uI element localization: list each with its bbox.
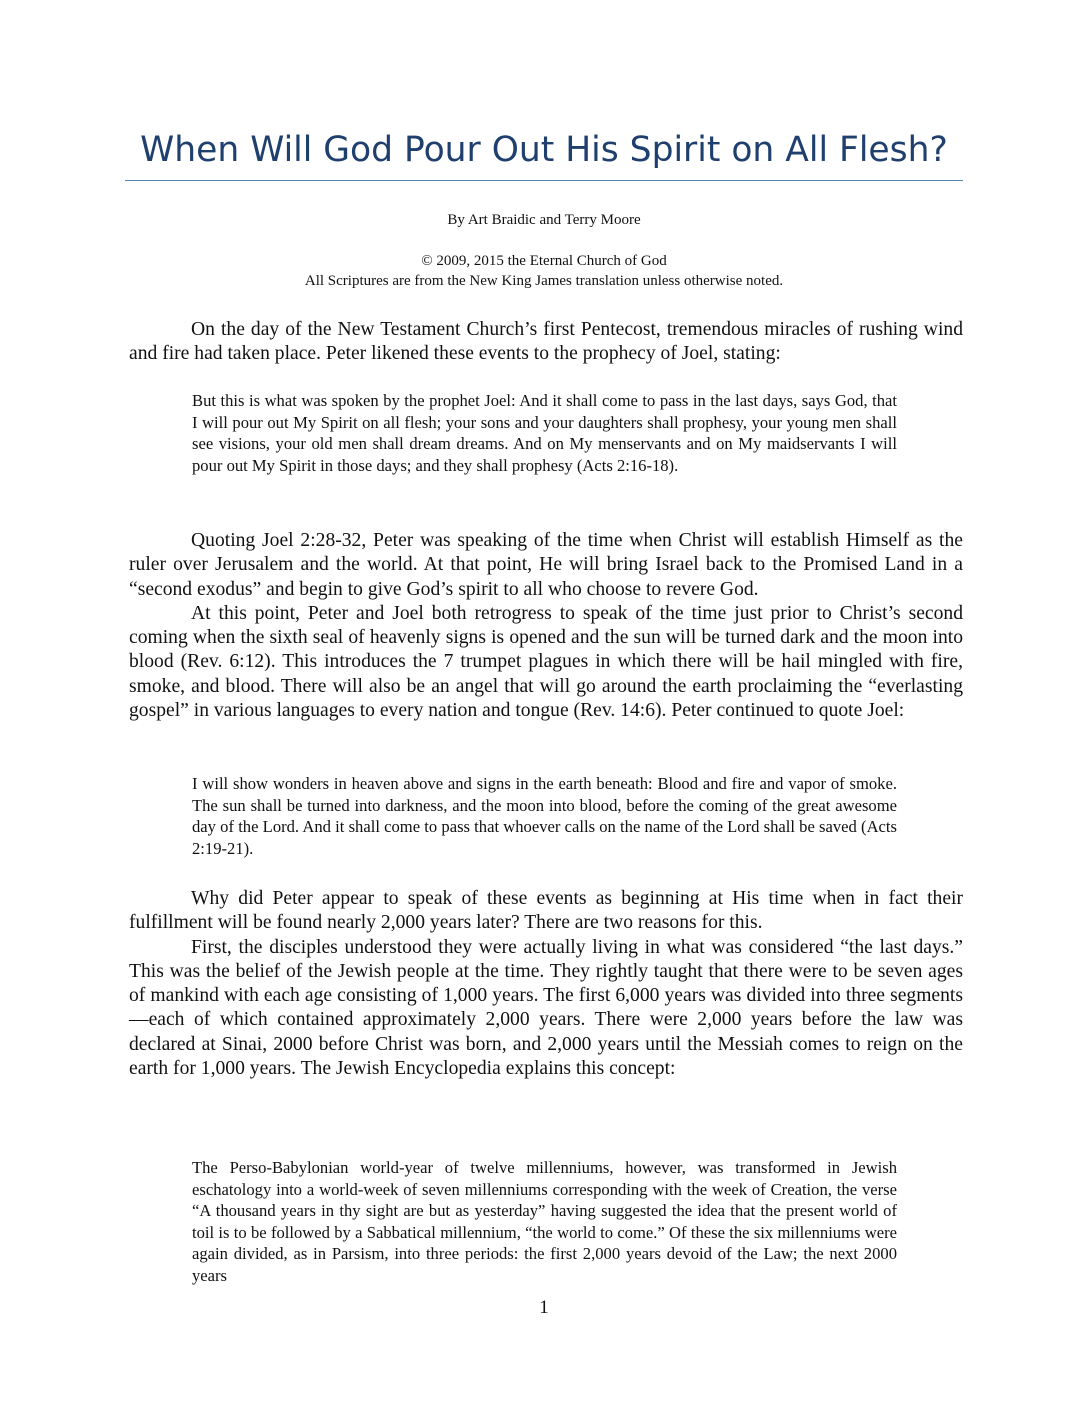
body-section-2 — [129, 529, 963, 723]
body-paragraph: At this point, Peter and Joel both retrogress to speak of the time just prior to Christ’s second coming when the sixth seal of heavenly signs is opened and the sun will be turned dark and the moon into blood (Rev. 6:12). This introduces the 7 trumpet plagues in which there will be hail mingled with fire, smoke, and blood. There will also be an angel that will go around the earth proclaiming the “everlasting gospel” in various languages to every nation and tongue (Rev. 14:6). Peter continued to quote Joel: — [129, 602, 963, 722]
body-section-1 — [129, 318, 963, 367]
title-underline — [125, 180, 963, 181]
copyright-line: © 2009, 2015 the Eternal Church of God — [421, 253, 667, 269]
body-paragraph: On the day of the New Testament Church’s first Pentecost, tremendous miracles of rushing wind and fire had taken place. Peter likened these events to the prophecy of Joel, stating: — [129, 319, 963, 365]
byline: By Art Braidic and Terry Moore — [447, 212, 641, 228]
block-quote-acts-2-19: I will show wonders in heaven above and signs in the earth beneath: Blood and fire and vapor of smoke. The sun shall be turned into darkness, and the moon into blood, before the coming of the great awesome day of the Lord. And it shall come to pass that whoever calls on the name of the Lord shall be saved (Acts 2:19-21). — [192, 774, 897, 858]
body-section-3 — [129, 887, 963, 1081]
block-quote-acts-2-16: But this is what was spoken by the prophet Joel: And it shall come to pass in the last days, says God, that I will pour out My Spirit on all flesh; your sons and your daughters shall prophesy, your young men shall see visions, your old men shall dream dreams. And on My menservants and on My maidservants I will pour out My Spirit in those days; and they shall prophesy (Acts 2:16-18). — [192, 391, 897, 475]
body-paragraph: Why did Peter appear to speak of these events as beginning at His time when in fact their fulfillment will be found nearly 2,000 years later? There are two reasons for this. — [129, 888, 963, 934]
page-number: 1 — [539, 1297, 549, 1318]
page-title: When Will God Pour Out His Spirit on All Flesh? — [140, 130, 948, 170]
block-quote-jewish-encyclopedia: The Perso-Babylonian world-year of twelve millenniums, however, was transformed in Jewish eschatology into a world-week of seven millenniums corresponding with the week of Creation, the verse “A thousand years in thy sight are but as yesterday” having suggested the idea that the present world of toil is to be followed by a Sabbatical millennium, “the world to come.” Of these the six millenniums were again divided, as in Parsism, into three periods: the first 2,000 years devoid of the Law; the next 2000 years — [192, 1158, 897, 1285]
scripture-note: All Scriptures are from the New King James translation unless otherwise noted. — [304, 273, 784, 289]
body-paragraph: First, the disciples understood they were actually living in what was considered “the last days.” This was the belief of the Jewish people at the time. They rightly taught that there were to be seven ages of mankind with each age consisting of 1,000 years. The first 6,000 years was divided into three segments—each of which contained approximately 2,000 years. There were 2,000 years before the law was declared at Sinai, 2000 before Christ was born, and 2,000 years until the Messiah comes to reign on the earth for 1,000 years. The Jewish Encyclopedia explains this concept: — [129, 936, 963, 1080]
body-paragraph: Quoting Joel 2:28-32, Peter was speaking of the time when Christ will establish Himself as the ruler over Jerusalem and the world. At that point, He will bring Israel back to the Promised Land in a “second exodus” and begin to give God’s spirit to all who choose to revere God. — [129, 530, 963, 600]
